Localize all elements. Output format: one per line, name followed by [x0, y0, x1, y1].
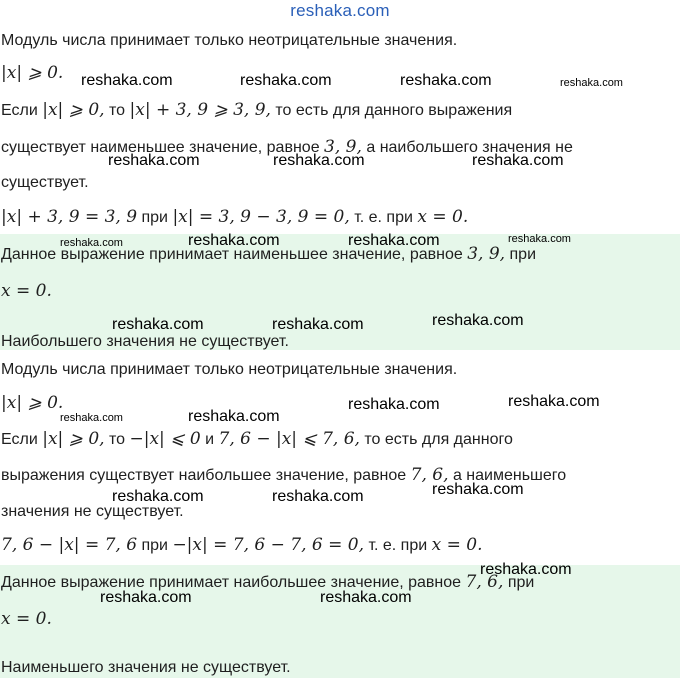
math-expression: x = 0.	[417, 207, 469, 227]
math-inequality: |x| ⩾ 0.	[1, 393, 64, 413]
math-expression: 7, 6 − |x| = 7, 6	[1, 535, 138, 555]
text-line: Модуль числа принимает только неотрицательные значения.	[1, 32, 458, 49]
answer-line: Наибольшего значения не существует.	[1, 333, 289, 350]
watermark: reshaka.com	[320, 589, 412, 606]
text-span: а наибольшего значения не	[366, 139, 573, 156]
text-span: при	[509, 246, 536, 263]
text-span: то есть для данного	[364, 431, 513, 448]
math-expression: |x| + 3, 9 = 3, 9	[1, 207, 138, 227]
site-header[interactable]: reshaka.com	[290, 1, 390, 20]
watermark: reshaka.com	[188, 408, 280, 425]
text-span: Если	[1, 102, 38, 119]
watermark: reshaka.com	[400, 72, 492, 89]
math-expression: |x| ⩾ 0,	[42, 429, 105, 449]
text-span: т. е. при	[354, 209, 413, 226]
text-span: при	[507, 574, 535, 591]
watermark: reshaka.com	[188, 232, 280, 249]
watermark: reshaka.com	[348, 232, 440, 249]
math-expression: 7, 6,	[465, 572, 504, 592]
math-expression: x = 0.	[1, 281, 52, 301]
text-span: то	[109, 102, 126, 119]
watermark: reshaka.com	[348, 396, 440, 413]
text-span: то	[109, 431, 126, 448]
math-inequality: |x| ⩾ 0.	[1, 63, 64, 83]
text-line: Модуль числа принимает только неотрицательные значения.	[1, 361, 458, 378]
text-span: при	[141, 537, 168, 554]
math-expression: 3, 9,	[324, 137, 362, 157]
watermark: reshaka.com	[112, 488, 204, 505]
math-expression: 3, 9,	[467, 244, 506, 264]
text-span: а наименьшего	[452, 467, 567, 484]
watermark: reshaka.com	[273, 152, 365, 169]
text-span: существует наименьшее значение, равное	[1, 139, 320, 156]
watermark: reshaka.com	[472, 152, 564, 169]
watermark: reshaka.com	[240, 72, 332, 89]
watermark: reshaka.com	[100, 589, 192, 606]
text-span: выражения существует наибольшее значение, равное	[1, 467, 407, 484]
text-span: то есть для данного выражения	[275, 102, 513, 119]
math-expression: 7, 6,	[410, 465, 449, 485]
text-line	[1, 206, 468, 229]
watermark: reshaka.com	[112, 316, 204, 333]
watermark: reshaka.com	[60, 412, 123, 424]
watermark: reshaka.com	[108, 152, 200, 169]
watermark: reshaka.com	[272, 488, 364, 505]
text-span: т. е. при	[368, 537, 428, 554]
math-expression: x = 0.	[431, 535, 483, 555]
answer-line	[1, 571, 534, 594]
watermark: reshaka.com	[508, 233, 571, 245]
math-expression: 7, 6 − |x| ⩽ 7, 6,	[218, 429, 360, 449]
watermark: reshaka.com	[272, 316, 364, 333]
text-span: при	[141, 209, 168, 226]
text-span: Если	[1, 431, 38, 448]
text-span: Данное выражение принимает наименьшее значение, равное	[1, 246, 463, 263]
math-expression: |x| ⩾ 0,	[42, 100, 105, 120]
text-line	[1, 428, 513, 451]
watermark: reshaka.com	[480, 561, 572, 578]
answer-line: Наименьшего значения не существует.	[1, 659, 291, 676]
text-line	[1, 534, 482, 557]
text-line: значения не существует.	[1, 503, 184, 520]
math-expression: −|x| = 7, 6 − 7, 6 = 0,	[172, 535, 364, 555]
watermark: reshaka.com	[60, 237, 123, 249]
text-span: Данное выражение принимает наибольшее значение, равное	[1, 574, 462, 591]
watermark: reshaka.com	[560, 77, 623, 89]
text-span: и	[205, 431, 215, 448]
watermark: reshaka.com	[508, 393, 600, 410]
math-expression: −|x| ⩽ 0	[129, 429, 201, 449]
math-expression: |x| + 3, 9 ⩾ 3, 9,	[129, 100, 271, 120]
text-line: существует.	[1, 174, 89, 191]
watermark: reshaka.com	[432, 481, 524, 498]
watermark: reshaka.com	[81, 72, 173, 89]
math-expression: x = 0.	[1, 609, 52, 629]
watermark: reshaka.com	[432, 312, 524, 329]
text-line	[1, 99, 512, 122]
math-expression: |x| = 3, 9 − 3, 9 = 0,	[172, 207, 350, 227]
